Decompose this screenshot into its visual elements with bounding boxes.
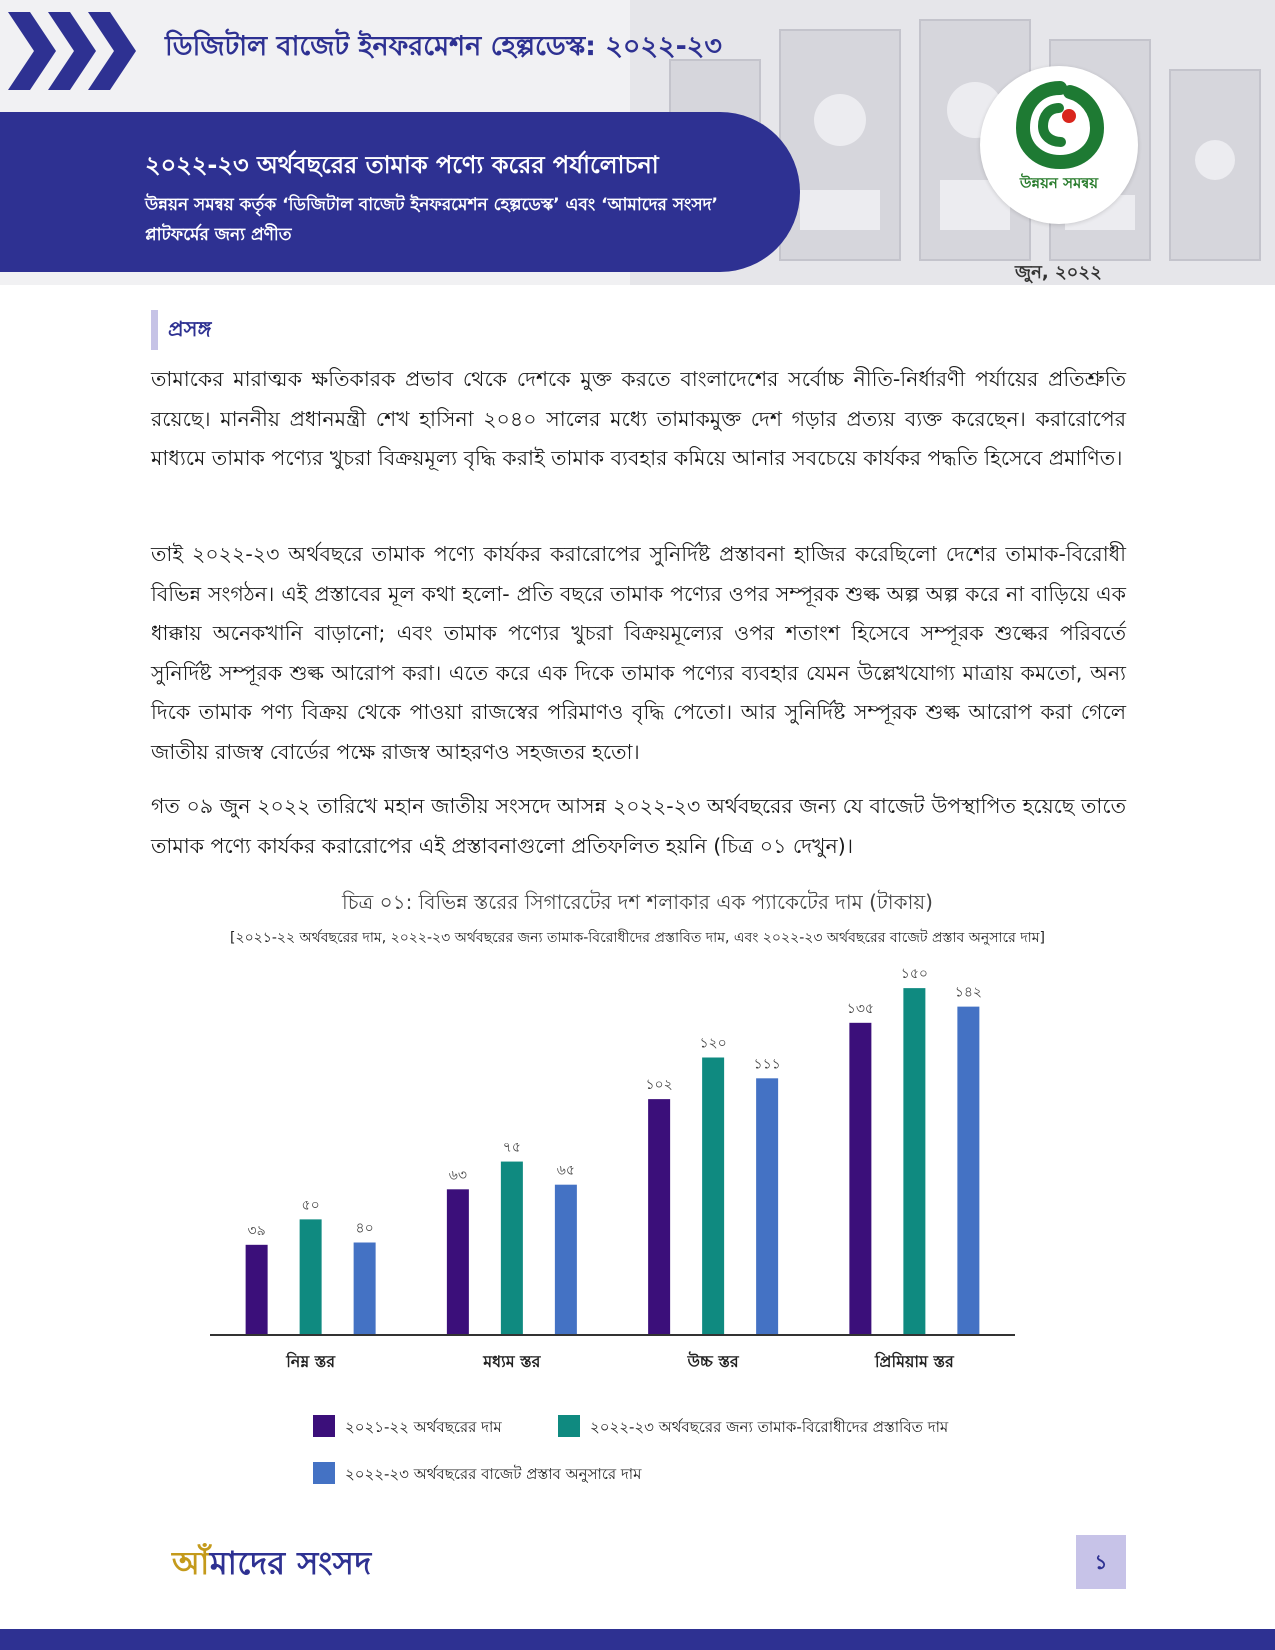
chart-bar [756, 1078, 778, 1335]
report-subtitle: উন্নয়ন সমন্বয় কর্তৃক ‘ডিজিটাল বাজেট ইনফরমেশন হেল্পডেস্ক’ এবং ‘আমাদের সংসদ’ প্লাটফর্মের জন্য প্রণীত [145, 195, 718, 245]
data-label: ১৪২ [954, 984, 983, 1001]
paragraph: গত ০৯ জুন ২০২২ তারিখে মহান জাতীয় সংসদে আসন্ন ২০২২-২৩ অর্থবছরের জন্য যে বাজেট উপস্থাপিত হয়েছে তাতে তামাক পণ্যে কার্যকর করারোপের এই প্রস্তাবনাগুলো প্রতিফলিত হয়নি (চিত্র ০১ দেখুন)। [151, 794, 1126, 858]
data-label: ১২০ [699, 1035, 727, 1052]
category-label: উচ্চ স্তর [687, 1352, 739, 1371]
chart-subtitle: [২০২১-২২ অর্থবছরের দাম, ২০২২-২৩ অর্থবছরের জন্য তামাক-বিরোধীদের প্রস্তাবিত দাম, এবং ২০২২-২৩ অর্থবছরের বাজেট প্রস্তাব অনুসারে দাম] [230, 930, 1045, 946]
chart-bar [702, 1058, 724, 1336]
chart-bar [555, 1185, 577, 1335]
chart-bar [501, 1162, 523, 1335]
chart-bar [903, 988, 925, 1335]
price-bar-chart [200, 955, 1080, 1385]
amader-sangsad-logo [172, 1538, 372, 1592]
category-label: প্রিমিয়াম স্তর [874, 1352, 954, 1371]
chart-bar [648, 1099, 670, 1335]
legend-label: ২০২২-২৩ অর্থবছরের জন্য তামাক-বিরোধীদের প্রস্তাবিত দাম [590, 1418, 949, 1436]
document-header-title: ডিজিটাল বাজেট ইনফরমেশন হেল্পডেস্ক: ২০২২-২৩ [165, 31, 722, 62]
logo-main-text: মাদের সংসদ [209, 1544, 372, 1582]
logo-text: উন্নয়ন সমন্বয় [1019, 174, 1099, 192]
chart-bar [849, 1023, 871, 1335]
data-label: ১৫০ [900, 966, 929, 983]
section-heading: প্রসঙ্গ [168, 317, 212, 341]
page-number: ১ [1076, 1535, 1126, 1589]
chart-bar [447, 1189, 469, 1335]
paragraph: তামাকের মারাত্মক ক্ষতিকারক প্রভাব থেকে দেশকে মুক্ত করতে বাংলাদেশের সর্বোচ্চ নীতি-নির্ধারণী পর্যায়ের প্রতিশ্রুতি রয়েছে। মাননীয় প্রধানমন্ত্রী শেখ হাসিনা ২০৪০ সালের মধ্যে তামাকমুক্ত দেশ গড়ার প্রত্যয় ব্যক্ত করেছেন। করারোপের মাধ্যমে তামাক পণ্যের খুচরা বিক্রয়মূল্য বৃদ্ধি করাই তামাক ব্যবহার কমিয়ে আনার সবচেয়ে কার্যকর পদ্ধতি হিসেবে প্রমাণিত। [151, 367, 1126, 470]
category-label: নিম্ন স্তর [286, 1352, 336, 1371]
chart-bar [354, 1243, 376, 1336]
paragraph: তাই ২০২২-২৩ অর্থবছরে তামাক পণ্যে কার্যকর করারোপের সুনির্দিষ্ট প্রস্তাবনা হাজির করেছিলো দেশের তামাক-বিরোধী বিভিন্ন সংগঠন। এই প্রস্তাবের মূল কথা হলো- প্রতি বছরে তামাক পণ্যের ওপর সম্পূরক শুল্ক অল্প অল্প করে না বাড়িয়ে এক ধাক্কায় অনেকখানি বাড়ানো; এবং তামাক পণ্যের খুচরা বিক্রয়মূল্যের ওপর শতাংশ হিসেবে সম্পূরক শুল্কের পরিবর্তে সুনির্দিষ্ট সম্পূরক শুল্ক আরোপ করা। এতে করে এক দিকে তামাক পণ্যের ব্যবহার যেমন উল্লেখযোগ্য মাত্রায় কমতো, অন্য দিকে তামাক পণ্য বিক্রয় থেকে পাওয়া রাজস্বের পরিমাণও বৃদ্ধি পেতো। আর সুনির্দিষ্ট সম্পূরক শুল্ক আরোপ করা গেলে জাতীয় রাজস্ব বোর্ডের পক্ষে রাজস্ব আহরণও সহজতর হতো। [151, 542, 1126, 764]
data-label: ১৩৫ [846, 1000, 875, 1017]
data-label: ৫০ [301, 1197, 320, 1214]
chart-bar [957, 1007, 979, 1335]
publication-date: জুন, ২০২২ [1015, 262, 1102, 283]
chevron-arrows-icon [8, 12, 138, 90]
legend-swatch [558, 1415, 580, 1437]
data-label: ৩৯ [247, 1222, 266, 1239]
data-label: ১১১ [753, 1056, 781, 1073]
data-label: ৪০ [355, 1220, 374, 1237]
legend-swatch [313, 1415, 335, 1437]
report-title: ২০২২-২৩ অর্থবছরের তামাক পণ্যে করের পর্যালোচনা [145, 151, 659, 179]
legend-label: ২০২১-২২ অর্থবছরের দাম [345, 1418, 502, 1436]
chart-bar [300, 1219, 322, 1335]
category-label: মধ্যম স্তর [483, 1352, 541, 1371]
data-label: ১০২ [645, 1077, 673, 1094]
data-label: ৬৫ [556, 1162, 575, 1179]
footer-bar [0, 1629, 1275, 1650]
logo-accent-text: আঁ [172, 1544, 210, 1582]
unnayan-shamannay-logo-icon [1015, 80, 1105, 170]
data-label: ৭৫ [502, 1139, 521, 1156]
section-marker [151, 310, 158, 350]
data-label: ৬৩ [448, 1167, 467, 1184]
legend-label: ২০২২-২৩ অর্থবছরের বাজেট প্রস্তাব অনুসারে দাম [345, 1465, 642, 1483]
chart-title: চিত্র ০১: বিভিন্ন স্তরের সিগারেটের দশ শলাকার এক প্যাকেটের দাম (টাকায়) [342, 890, 933, 914]
chart-bar [246, 1245, 268, 1335]
legend-swatch [313, 1462, 335, 1484]
